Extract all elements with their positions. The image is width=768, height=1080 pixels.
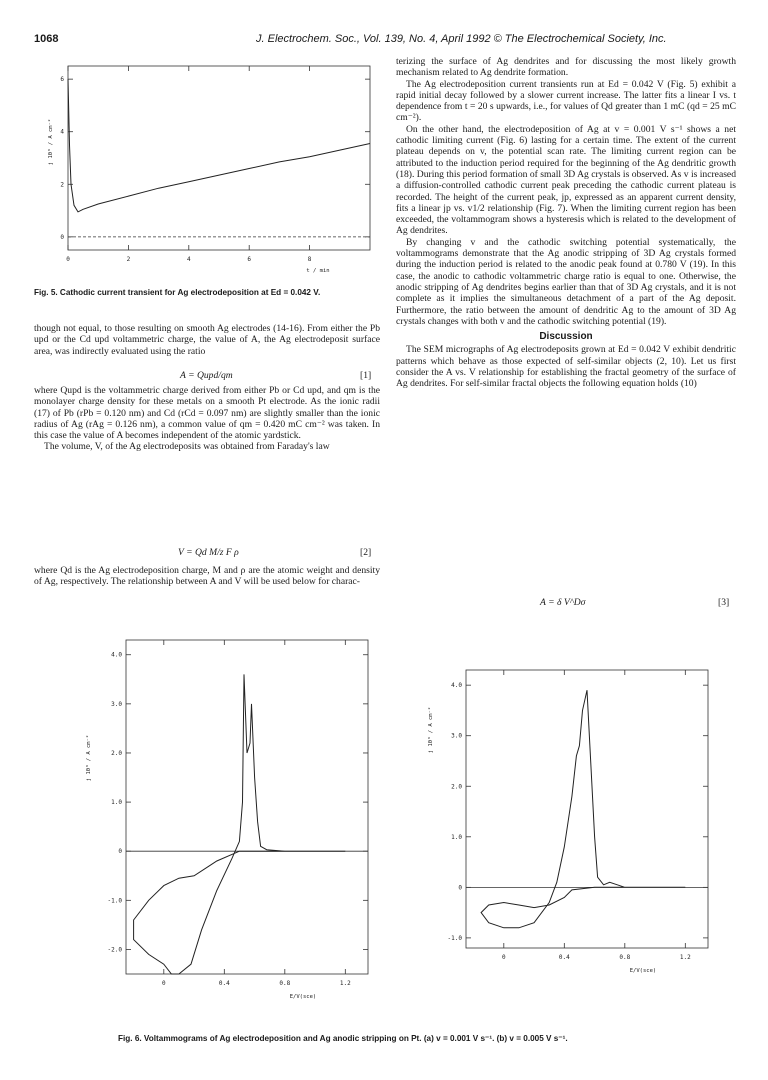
- fig5-plot-area: [47, 66, 370, 274]
- left-paragraph-2: where Qupd is the voltammetric charge derived from either Pb or Cd upd, and qm is the monolayer charge density for these metals on a smooth Pt electrode. As the ionic radii (17) of Pb (rPb = 0.120 nm) and Cd (rCd = 0.097 nm) are slightly smaller than the ionic radius of Ag (rAg = 0.126 nm), a common value of qm = 0.420 mC cm⁻² was taken. In this case the value of A becomes independent of the atomic yardstick.: [34, 385, 380, 442]
- y-tick-label: 6: [60, 76, 64, 84]
- right-column: [396, 56, 736, 390]
- y-tick-label: -2.0: [107, 946, 122, 954]
- running-header: J. Electrochem. Soc., Vol. 139, No. 4, April 1992 © The Electrochemical Society, Inc.: [256, 33, 667, 45]
- x-tick-label: 0.4: [558, 954, 570, 961]
- y-axis-label: j 10³ / A cm⁻²: [86, 734, 92, 782]
- y-tick-label: 3.0: [111, 700, 122, 708]
- x-tick-label: 0: [162, 980, 166, 987]
- x-axis-label: E/V(sce): [289, 994, 317, 1000]
- page-number: 1068: [34, 33, 59, 45]
- y-axis-label: j 10³ / A cm⁻²: [428, 706, 434, 754]
- fig5-chart: [40, 52, 380, 284]
- y-tick-label: 0: [118, 848, 122, 856]
- x-tick-label: 1.2: [339, 980, 351, 987]
- right-paragraph-4: By changing v and the cathodic switching potential systematically, the voltammograms demonstrate that the Ag anodic stripping of 3D Ag crystals formed during the induction period is related to the anodic peak found at 0.780 V (19). In this case, the anodic to cathodic voltammetric charge ratio is equal to one. Otherwise, the anodic stripping of Ag dendrites begins earlier than that of 3D Ag crystals, and it is not complete as it implies the simultaneous detachment of a part of the Ag deposit. Furthermore, the ratio between the amount of dendritic Ag to the amount of 3D Ag crystals changes with both v and the cathodic switching potential (19).: [396, 236, 736, 327]
- x-tick-label: 0.4: [218, 980, 230, 987]
- left-column-2: [34, 385, 380, 453]
- fig6a-chart: [76, 628, 376, 1028]
- section-heading-discussion: Discussion: [539, 331, 593, 343]
- x-axis-label: E/V(sce): [629, 968, 657, 974]
- x-tick-label: 0.8: [619, 954, 631, 961]
- y-tick-label: 0: [458, 884, 462, 892]
- left-paragraph-4: where Qd is the Ag electrodeposition charge, M and ρ are the atomic weight and density of Ag, respectively. The relationship between A and V will be used below for charac-: [34, 565, 380, 588]
- right-paragraph-5: The SEM micrographs of Ag electrodeposits grown at Ed = 0.042 V exhibit dendritic patterns which behave as those expected of self-similar objects (2, 10). Let us first consider the A vs. V relationship for establishing the fractal geometry of the surface of Ag dendrites. For self-similar fractal objects the following equation holds (10): [396, 344, 736, 390]
- left-column-3: [34, 565, 380, 588]
- x-tick-label: 1.2: [679, 954, 691, 961]
- y-tick-label: -1.0: [447, 934, 462, 942]
- x-tick-label: 2: [126, 256, 131, 263]
- equation-3-number: [3]: [718, 597, 730, 608]
- right-paragraph-2: The Ag electrodeposition current transients run at Ed = 0.042 V (Fig. 5) exhibit a rapid initial decay followed by a slower current increase. The latter fits a linear I vs. t dependence from t = 20 s upwards, i.e., for values of Qd greater than 1 mC (qd = 25 mC cm⁻²).: [396, 78, 736, 124]
- fig6b-chart: [418, 660, 718, 1000]
- equation-1-number: [1]: [360, 370, 372, 381]
- fig5-caption: Fig. 5. Cathodic current transient for Ag electrodeposition at Ed = 0.042 V.: [34, 288, 321, 297]
- plot-frame: [68, 66, 370, 250]
- fig6-caption: Fig. 6. Voltammograms of Ag electrodeposition and Ag anodic stripping on Pt. (a) v = 0.001 V s⁻¹. (b) v = 0.005 V s⁻¹.: [118, 1034, 568, 1043]
- y-tick-label: 2: [60, 181, 64, 189]
- y-tick-label: -1.0: [107, 897, 122, 905]
- y-tick-label: 1.0: [451, 833, 462, 841]
- y-axis-label: j 10³ / A cm⁻²: [48, 118, 54, 166]
- x-axis-label: t / min: [306, 268, 330, 274]
- equation-3: A = δ V^Dσ: [540, 597, 586, 608]
- right-paragraph-1: terizing the surface of Ag dendrites and for discussing the most likely growth mechanism related to Ag dendrite formation.: [396, 56, 736, 79]
- data-series-line: [134, 674, 346, 974]
- y-tick-label: 0: [60, 233, 64, 241]
- equation-2: V = Qd M/z F ρ: [178, 547, 239, 558]
- y-tick-label: 2.0: [111, 749, 122, 757]
- left-paragraph-3: The volume, V, of the Ag electrodeposits was obtained from Faraday's law: [44, 441, 330, 453]
- x-tick-label: 0: [66, 256, 70, 263]
- x-tick-label: 6: [247, 256, 252, 263]
- fig6b-plot-area: [427, 670, 708, 974]
- y-tick-label: 3.0: [451, 732, 462, 740]
- y-tick-label: 4: [60, 128, 64, 136]
- y-tick-label: 4.0: [111, 651, 122, 659]
- right-paragraph-3: On the other hand, the electrodeposition of Ag at v = 0.001 V s⁻¹ shows a net cathodic limiting current (Fig. 6) lasting for a certain time. The extent of the current plateau depends on v, the potential scan rate. The limiting current region can be attributed to the induction period required for the beginning of the Ag dendritic growth (18). During this period formation of small 3D Ag crystals is observed. As v is increased a diffusion-controlled cathodic current peak preceding the cathodic current plateau is recorded. The height of the current peak, jp, expressed as an apparent current density, fits a linear jp vs. v1/2 relationship (Fig. 7). When the limiting current region has been exceeded, the voltammogram shows a hysteresis which is related to the development of Ag dendrites.: [396, 123, 736, 237]
- y-tick-label: 1.0: [111, 799, 122, 807]
- fig6a-plot-area: [85, 640, 368, 1000]
- x-tick-label: 8: [307, 256, 312, 263]
- data-series-line: [481, 690, 685, 928]
- x-tick-label: 0.8: [279, 980, 291, 987]
- plot-frame: [466, 670, 708, 948]
- y-tick-label: 4.0: [451, 682, 462, 690]
- x-tick-label: 4: [186, 256, 191, 263]
- left-column: [34, 323, 380, 357]
- y-tick-label: 2.0: [451, 783, 462, 791]
- data-series-line: [68, 79, 370, 212]
- equation-2-number: [2]: [360, 547, 372, 558]
- left-paragraph-1: though not equal, to those resulting on smooth Ag electrodes (14-16). From either the Pb upd or the Cd upd voltammetric charge, the value of A, the Ag electrodeposit surface area, was indirectly evaluated using the ratio: [34, 323, 380, 357]
- x-tick-label: 0: [502, 954, 506, 961]
- equation-1: A = Qupd/qm: [180, 370, 233, 381]
- plot-frame: [126, 640, 368, 974]
